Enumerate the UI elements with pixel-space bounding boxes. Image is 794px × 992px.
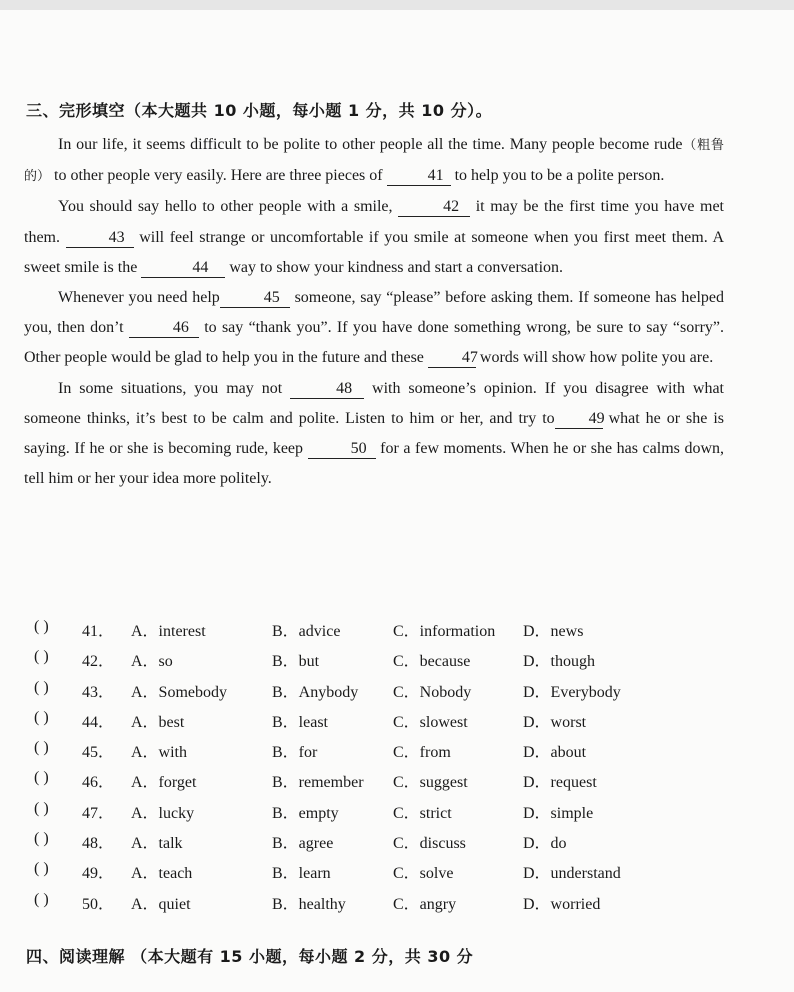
question-number: 49． xyxy=(82,865,115,883)
blank-44[interactable]: 44 xyxy=(141,259,225,278)
option-b: B．learn xyxy=(272,865,331,883)
passage-text: with someone’s opinion. If you disagree with what someone thinks, it’s best to be calm and polite. Listen to him or her, and try to xyxy=(24,379,724,427)
answer-bracket[interactable]: ( ) xyxy=(34,708,49,726)
passage-text: Whenever you need help xyxy=(58,289,220,307)
option-c: C．suggest xyxy=(393,774,468,792)
option-c: C．discuss xyxy=(393,835,466,853)
option-b: B．healthy xyxy=(272,895,346,913)
option-c: C．slowest xyxy=(393,713,468,731)
question-number: 43． xyxy=(82,683,115,701)
option-d: D．about xyxy=(523,744,587,762)
answer-bracket[interactable]: ( ) xyxy=(34,648,49,666)
option-a: A．talk xyxy=(131,835,183,853)
option-c: C．from xyxy=(393,744,451,762)
option-d: D．though xyxy=(523,653,596,671)
question-number: 46． xyxy=(82,774,115,792)
question-row xyxy=(26,765,746,795)
option-a: A．so xyxy=(131,653,173,671)
question-row xyxy=(26,705,746,735)
answer-bracket[interactable]: ( ) xyxy=(34,769,49,787)
passage-text: for a few moments. When he or she has calms down, tell him or her your idea more politely. xyxy=(24,440,724,488)
passage-text: to say “thank you”. If you have done something wrong, be sure to say “sorry”. Other people would be glad to help you in the future and these xyxy=(24,319,724,367)
answer-bracket[interactable]: ( ) xyxy=(34,860,49,878)
passage-text: someone, say “please” before asking them. If someone has helped you, then don’t xyxy=(24,289,725,337)
blank-42[interactable]: 42 xyxy=(398,198,470,217)
option-d: D．simple xyxy=(523,804,594,822)
option-c: C．information xyxy=(393,623,496,640)
question-row xyxy=(26,796,746,826)
scan-top-edge xyxy=(0,0,794,10)
option-a: A．lucky xyxy=(131,804,195,822)
passage-text: will feel strange or uncomfortable if you smile at someone when you first meet them. A sweet smile is the xyxy=(24,228,724,276)
question-row xyxy=(26,614,746,644)
option-a: A．forget xyxy=(131,774,197,792)
answer-bracket[interactable]: ( ) xyxy=(34,830,49,848)
option-b: B．remember xyxy=(272,774,364,792)
blank-49[interactable]: 49 xyxy=(555,410,603,429)
passage-text: it may be the first time you have met them. xyxy=(24,198,725,246)
option-c: C．Nobody xyxy=(393,683,472,701)
option-d: D．Everybody xyxy=(523,683,621,701)
passage-text: You should say hello to other people with a smile, xyxy=(58,198,399,216)
question-number: 50． xyxy=(82,895,115,913)
blank-50[interactable]: 50 xyxy=(308,440,376,459)
question-row xyxy=(26,826,746,856)
question-number: 41． xyxy=(82,623,115,640)
option-b: B．Anybody xyxy=(272,683,359,701)
option-d: D．understand xyxy=(523,865,621,883)
answer-bracket[interactable]: ( ) xyxy=(34,890,49,908)
option-b: B．advice xyxy=(272,623,341,640)
question-row xyxy=(26,735,746,765)
option-d: D．news xyxy=(523,623,584,640)
option-a: A．teach xyxy=(131,865,193,883)
option-a: A．best xyxy=(131,713,185,731)
option-a: A．quiet xyxy=(131,895,191,913)
passage-text: In our life, it seems difficult to be polite to other people all the time. Many people become rude xyxy=(58,136,683,153)
option-c: C．solve xyxy=(393,865,454,883)
blank-41[interactable]: 41 xyxy=(387,167,451,186)
option-d: D．request xyxy=(523,774,597,792)
question-row xyxy=(26,856,746,886)
option-b: B．least xyxy=(272,713,328,731)
answer-bracket[interactable]: ( ) xyxy=(34,799,49,817)
passage-paragraph-4 xyxy=(24,374,724,495)
option-d: D．worst xyxy=(523,713,587,731)
answer-bracket[interactable]: ( ) xyxy=(34,618,49,635)
answer-bracket[interactable]: ( ) xyxy=(34,678,49,696)
question-row xyxy=(26,887,746,917)
option-b: B．agree xyxy=(272,835,334,853)
passage-text: to other people very easily. Here are three pieces of xyxy=(50,167,387,185)
options-list xyxy=(26,614,746,917)
option-a: A．Somebody xyxy=(131,683,228,701)
passage-text: what he or she is saying. If he or she is becoming rude, keep xyxy=(24,409,724,458)
question-number: 48． xyxy=(82,835,115,853)
passage-paragraph-1 xyxy=(24,130,724,192)
option-c: C．because xyxy=(393,653,471,671)
question-number: 45． xyxy=(82,744,115,762)
section-3-heading: 三、完形填空（本大题共 10 小题，每小题 1 分，共 10 分）。 xyxy=(26,101,493,120)
question-row xyxy=(26,675,746,705)
option-c: C．angry xyxy=(393,895,457,913)
option-d: D．worried xyxy=(523,895,601,913)
answer-bracket[interactable]: ( ) xyxy=(34,739,49,757)
blank-43[interactable]: 43 xyxy=(66,229,134,248)
question-row xyxy=(26,644,746,674)
option-d: D．do xyxy=(523,835,567,853)
section-4-heading: 四、阅读理解 （本大题有 15 小题，每小题 2 分，共 30 分 xyxy=(26,947,474,966)
passage-text: to help you to be a polite person. xyxy=(450,167,665,185)
option-c: C．strict xyxy=(393,804,452,822)
option-b: B．but xyxy=(272,653,320,671)
blank-47[interactable]: 47 xyxy=(428,349,476,368)
question-number: 47． xyxy=(82,804,115,822)
blank-48[interactable]: 48 xyxy=(290,380,364,399)
option-a: A．interest xyxy=(131,623,206,640)
option-a: A．with xyxy=(131,744,188,762)
passage-paragraph-3 xyxy=(24,283,724,374)
blank-45[interactable]: 45 xyxy=(220,289,290,308)
question-number: 44． xyxy=(82,713,115,731)
passage-text: words will show how polite you are. xyxy=(475,349,714,367)
passage-gloss: （粗鲁的） xyxy=(24,138,724,185)
cloze-passage xyxy=(24,130,724,494)
question-number: 42． xyxy=(82,653,115,671)
passage-text: way to show your kindness and start a conversation. xyxy=(225,258,564,276)
passage-paragraph-2 xyxy=(24,192,724,283)
option-b: B．for xyxy=(272,744,318,762)
option-b: B．empty xyxy=(272,804,339,822)
passage-text: In some situations, you may not xyxy=(58,379,291,397)
blank-46[interactable]: 46 xyxy=(129,319,199,338)
